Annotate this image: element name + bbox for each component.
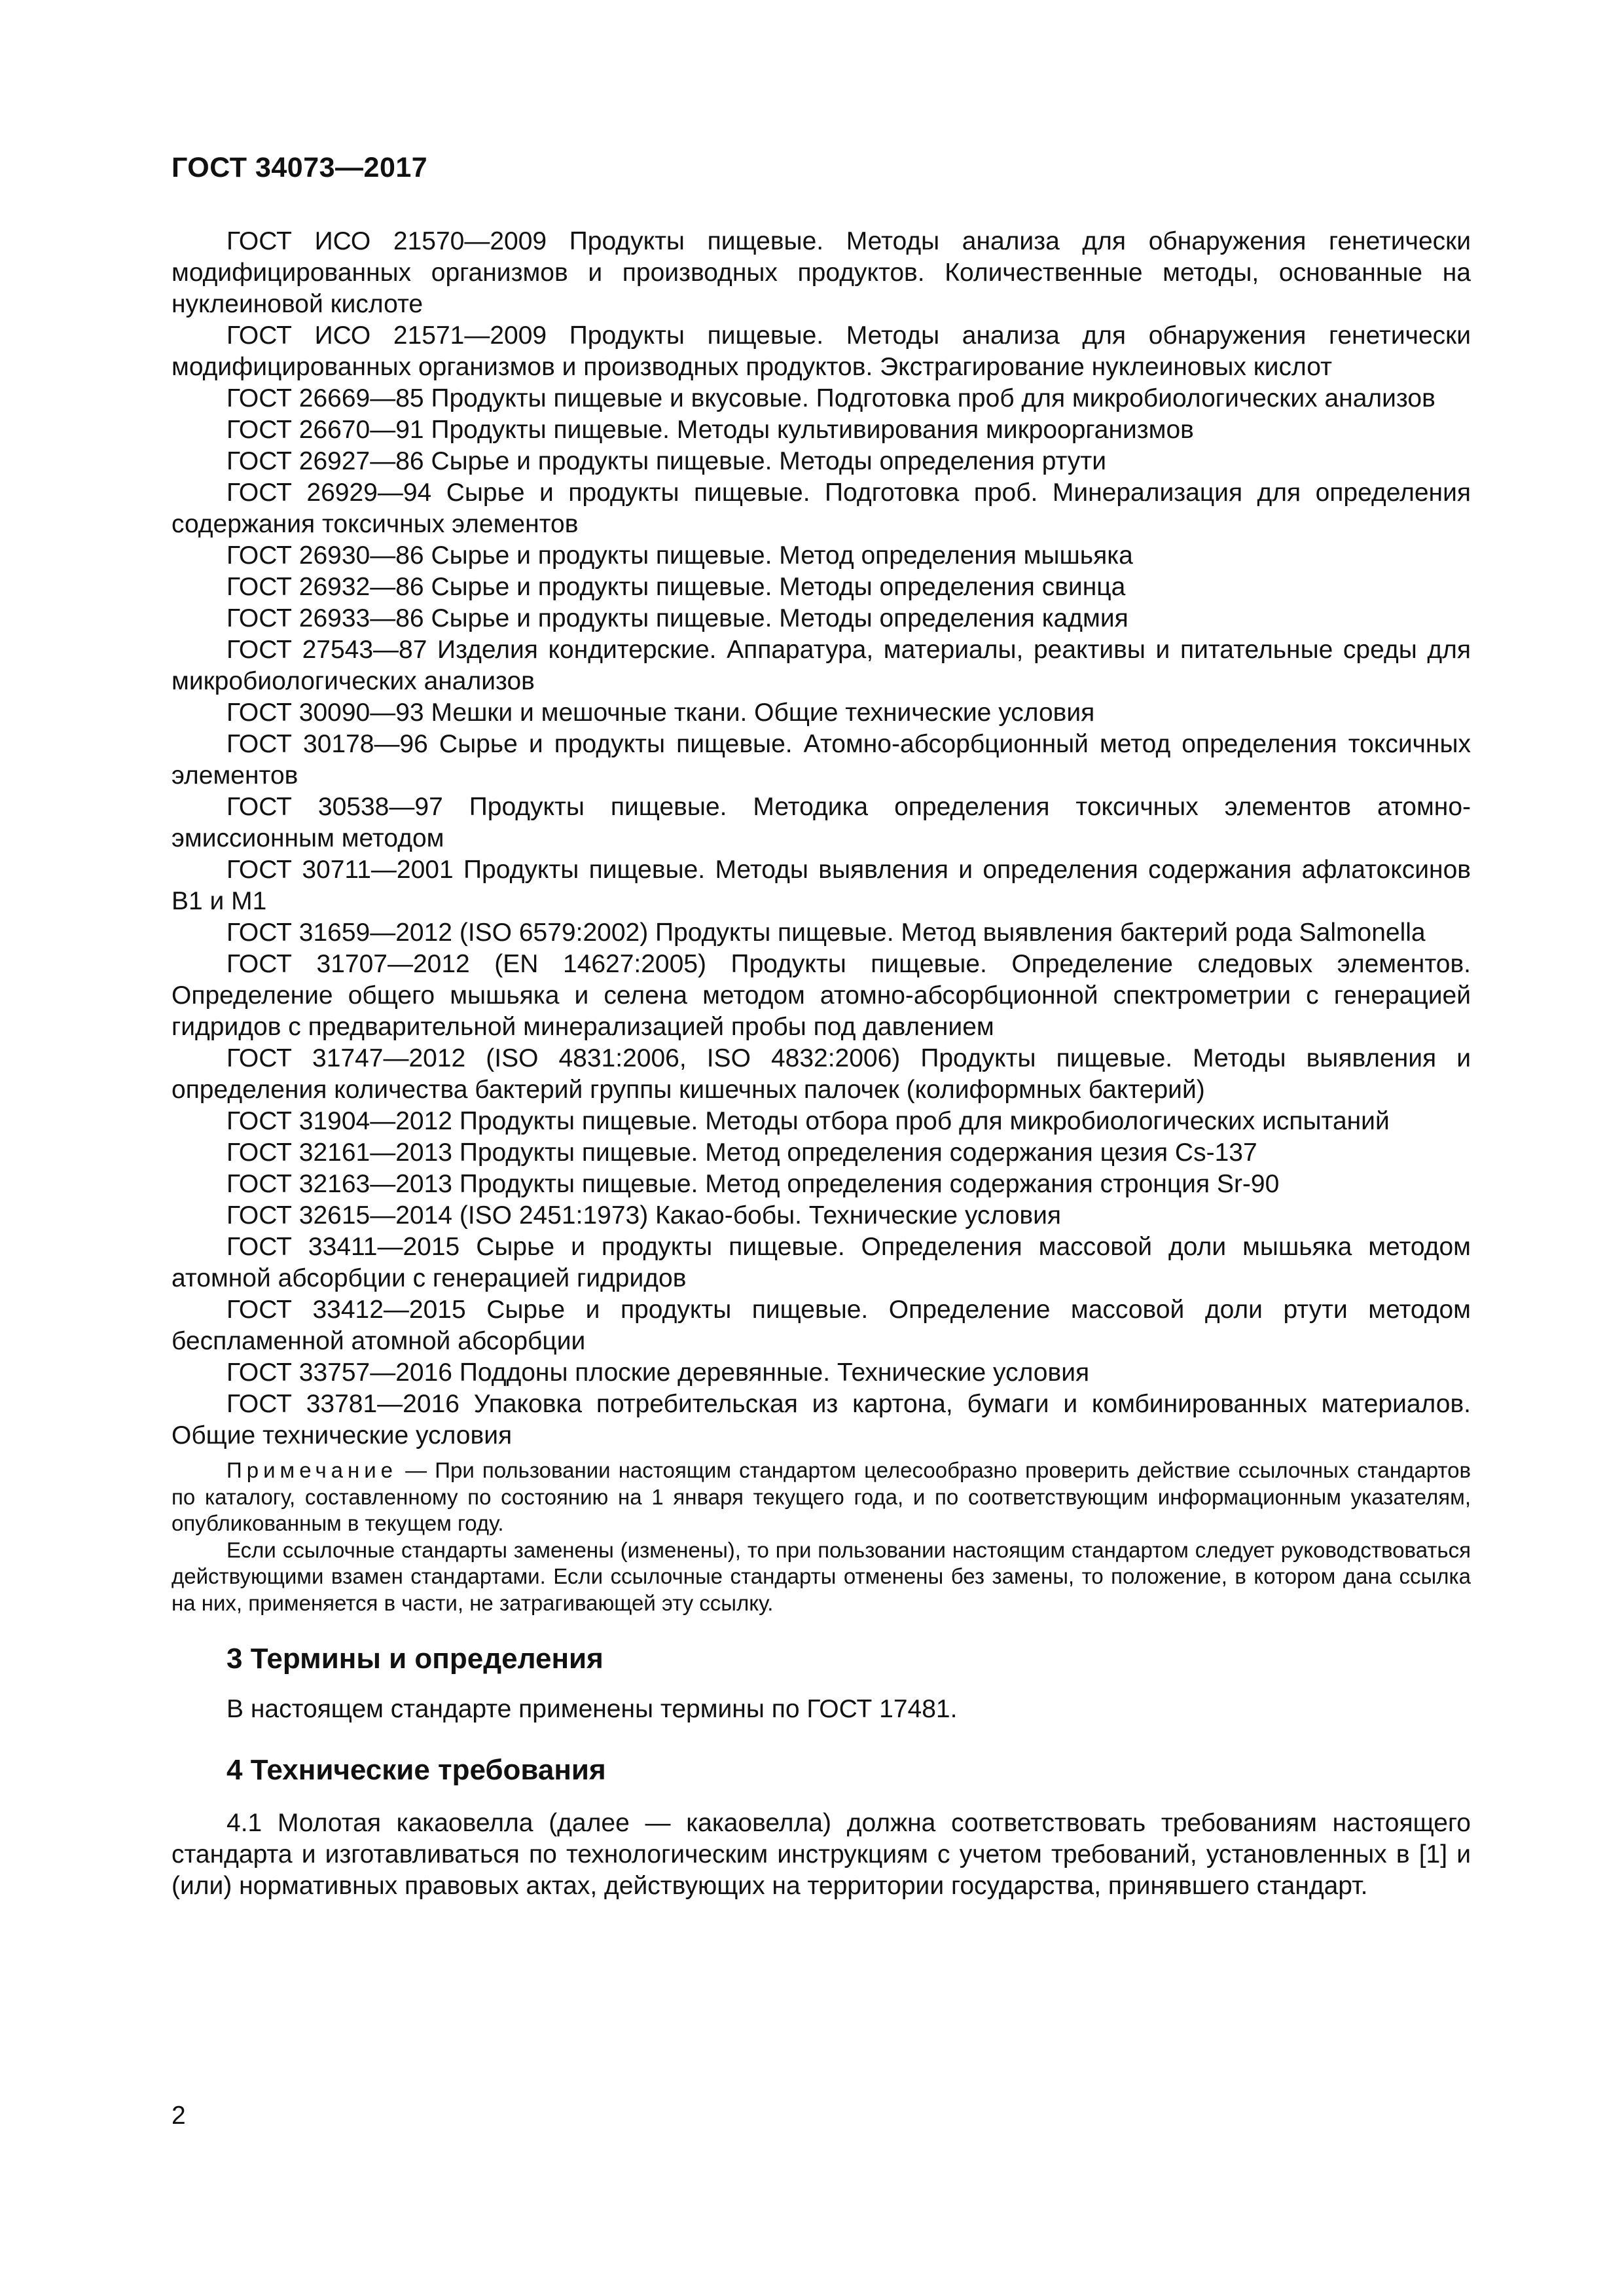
reference-item: ГОСТ 33411—2015 Сырье и продукты пищевые. Определения массовой доли мышьяка методом атомной абсорбции с генерацией гидридов bbox=[171, 1233, 1471, 1292]
page-number: 2 bbox=[171, 2102, 186, 2130]
reference-item: ГОСТ 33412—2015 Сырье и продукты пищевые. Определение массовой доли ртути методом беспламенной атомной абсорбции bbox=[171, 1296, 1471, 1355]
reference-item: ГОСТ 26932—86 Сырье и продукты пищевые. Методы определения свинца bbox=[226, 573, 1126, 601]
reference-item: ГОСТ ИСО 21570—2009 Продукты пищевые. Методы анализа для обнаружения генетически модифицированных организмов и производных продуктов. Количественные методы, основанные на нуклеиновой кислоте bbox=[171, 227, 1471, 318]
reference-item: ГОСТ ИСО 21571—2009 Продукты пищевые. Методы анализа для обнаружения генетически модифицированных организмов и производных продуктов. Экстрагирование нуклеиновых кислот bbox=[171, 321, 1471, 381]
reference-item: ГОСТ 31904—2012 Продукты пищевые. Методы отбора проб для микробиологических испытаний bbox=[226, 1107, 1390, 1135]
section-3-title: 3 Термины и определения bbox=[226, 1643, 604, 1675]
note-paragraph bbox=[171, 1457, 1471, 1537]
note-text: — При пользовании настоящим стандартом целесообразно проверить действие ссылочных стандартов по каталогу, составленному по состоянию на 1 января текущего года, и по соответствующим информационным указателям, опубликованным в текущем году. bbox=[171, 1458, 1471, 1535]
normative-references-list bbox=[171, 226, 1471, 1451]
document-code-header: ГОСТ 34073—2017 bbox=[171, 152, 428, 183]
reference-item: ГОСТ 31707—2012 (EN 14627:2005) Продукты пищевые. Определение следовых элементов. Определение общего мышьяка и селена методом атомно-абсорбционной спектрометрии с генерацией гидридов с предварительной минерализацией пробы под давлением bbox=[171, 950, 1471, 1041]
reference-item: ГОСТ 26930—86 Сырье и продукты пищевые. Метод определения мышьяка bbox=[226, 541, 1133, 570]
reference-item: ГОСТ 31747—2012 (ISO 4831:2006, ISO 4832:2006) Продукты пищевые. Методы выявления и определения количества бактерий группы кишечных палочек (колиформных бактерий) bbox=[171, 1044, 1471, 1104]
references-note bbox=[171, 1457, 1471, 1616]
reference-item: ГОСТ 32163—2013 Продукты пищевые. Метод определения содержания стронция Sr-90 bbox=[226, 1170, 1280, 1198]
reference-item: ГОСТ 26669—85 Продукты пищевые и вкусовые. Подготовка проб для микробиологических анализов bbox=[226, 384, 1435, 412]
reference-item: ГОСТ 33757—2016 Поддоны плоские деревянные. Технические условия bbox=[226, 1358, 1090, 1387]
section-4-title: 4 Технические требования bbox=[226, 1754, 606, 1786]
section-3-text: В настоящем стандарте применены термины по ГОСТ 17481. bbox=[226, 1695, 958, 1723]
reference-item: ГОСТ 26929—94 Сырье и продукты пищевые. Подготовка проб. Минерализация для определения содержания токсичных элементов bbox=[171, 479, 1471, 538]
note-label: Примечание bbox=[226, 1458, 398, 1482]
reference-item: ГОСТ 30090—93 Мешки и мешочные ткани. Общие технические условия bbox=[226, 699, 1095, 727]
note-paragraph: Если ссылочные стандарты заменены (изменены), то при пользовании настоящим стандартом следует руководствоваться действующими взамен стандартами. Если ссылочные стандарты отменены без замены, то положение, в котором дана ссылка на них, применяется в части, не затрагивающей эту ссылку. bbox=[171, 1537, 1471, 1615]
reference-item: ГОСТ 26927—86 Сырье и продукты пищевые. Методы определения ртути bbox=[226, 447, 1106, 475]
reference-item: ГОСТ 30711—2001 Продукты пищевые. Методы выявления и определения содержания афлатоксинов B1 и M1 bbox=[171, 856, 1471, 915]
reference-item: ГОСТ 33781—2016 Упаковка потребительская из картона, бумаги и комбинированных материалов. Общие технические условия bbox=[171, 1390, 1471, 1449]
reference-item: ГОСТ 32161—2013 Продукты пищевые. Метод определения содержания цезия Cs-137 bbox=[226, 1139, 1257, 1167]
reference-item: ГОСТ 27543—87 Изделия кондитерские. Аппаратура, материалы, реактивы и питательные среды для микробиологических анализов bbox=[171, 636, 1471, 695]
reference-item: ГОСТ 30178—96 Сырье и продукты пищевые. Атомно-абсорбционный метод определения токсичных элементов bbox=[171, 730, 1471, 790]
reference-item: ГОСТ 30538—97 Продукты пищевые. Методика определения токсичных элементов атомно-эмиссионным методом bbox=[171, 793, 1471, 852]
reference-item: ГОСТ 26933—86 Сырье и продукты пищевые. Методы определения кадмия bbox=[226, 604, 1128, 632]
reference-item: ГОСТ 32615—2014 (ISO 2451:1973) Какао-бобы. Технические условия bbox=[226, 1201, 1062, 1230]
reference-item: ГОСТ 31659—2012 (ISO 6579:2002) Продукты пищевые. Метод выявления бактерий рода Salmonella bbox=[226, 919, 1426, 947]
section-4-paragraph: 4.1 Молотая какаовелла (далее — какаовелла) должна соответствовать требованиям настоящего стандарта и изготавливаться по технологическим инструкциям с учетом требований, установленных в [1] и (или) нормативных правовых актах, действующих на территории государства, принявшего стандарт. bbox=[171, 1809, 1471, 1900]
document-body bbox=[171, 226, 1471, 1902]
reference-item: ГОСТ 26670—91 Продукты пищевые. Методы культивирования микроорганизмов bbox=[226, 416, 1194, 444]
